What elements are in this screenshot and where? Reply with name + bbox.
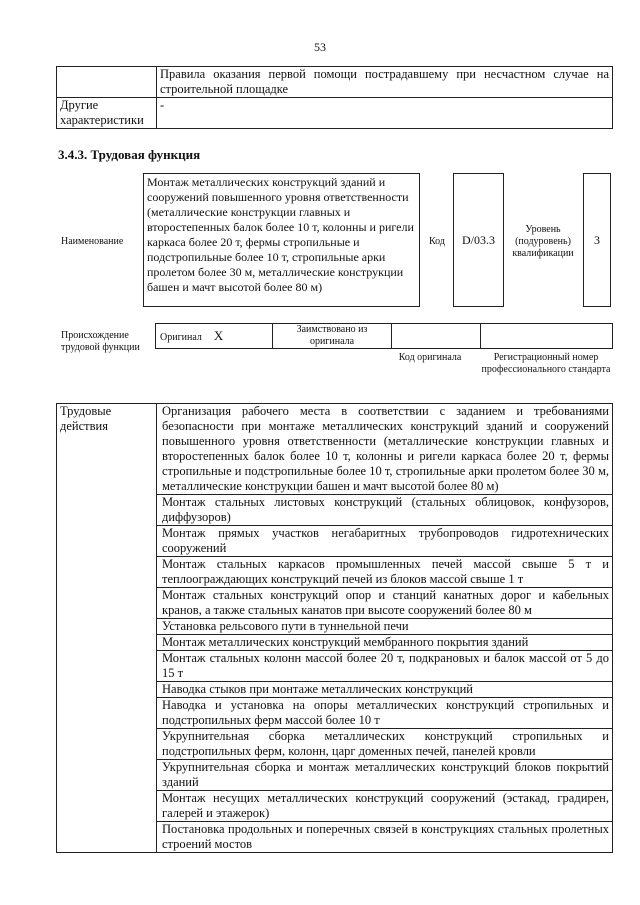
action-item: Монтаж прямых участков негабаритных трубопроводов гидротехнических сооружений [157,526,613,557]
top-table [56,66,613,129]
name-label: Наименование [61,236,124,247]
original-mark: X [213,328,224,343]
action-item: Монтаж стальных колонн массой более 20 т, подкрановых и балок массой от 5 до 15 т [157,651,613,682]
function-name: Монтаж металлических конструкций зданий и сооружений повышенного уровня ответственности (металлические конструкции главных и второстепенных балок более 10 т, колонны и ригели каркаса более 20 т, фермы стропильные и подстропильные более 10 т, стропильные арки пролетом более 30 м, металлические конструкции башен и мачт высотой более 80 м) [143,173,420,307]
page-number: 53 [314,40,326,54]
action-item: Укрупнительная сборка металлических конструкций стропильных и подстропильных ферм, колонн, царг доменных печей, панелей кровли [157,729,613,760]
actions-label: Трудовые действия [57,404,157,853]
action-item: Монтаж стальных листовых конструкций (стальных облицовок, конфузоров, диффузоров) [157,495,613,526]
code-value: D/03.3 [453,173,504,307]
table-row [57,67,613,98]
table-row [57,404,613,495]
row-value: - [157,98,613,129]
action-item: Установка рельсового пути в туннельной печи [157,619,613,635]
code-original-cell [392,324,481,349]
row-label [57,67,157,98]
action-item: Укрупнительная сборка и монтаж металлических конструкций блоков покрытий зданий [157,760,613,791]
action-item: Наводка стыков при монтаже металлических конструкций [157,682,613,698]
action-item: Наводка и установка на опоры металлических конструкций стропильных и подстропильных ферм массой более 10 т [157,698,613,729]
reg-number-cell [481,324,613,349]
row-value: Правила оказания первой помощи пострадавшему при несчастном случае на строительной площадке [157,67,613,98]
level-label: Уровень (подуровень) квалификации [512,224,574,259]
code-label: Код [429,236,445,247]
table-row [156,324,613,349]
row-label: Другие характеристики [57,98,157,129]
action-item: Монтаж стальных конструкций опор и станций канатных дорог и кабельных кранов, а также стальных канатов при высоте сооружений более 80 м [157,588,613,619]
action-item: Монтаж стальных каркасов промышленных печей массой свыше 5 т и теплоограждающих конструкций печей из блоков массой свыше 1 т [157,557,613,588]
level-value: 3 [583,173,611,307]
table-row [57,98,613,129]
code-original-caption: Код оригинала [398,352,462,363]
borrowed-label: Заимствовано из оригинала [273,324,392,349]
reg-number-caption: Регистрационный номер профессионального стандарта [481,352,611,375]
origin-table [155,323,613,349]
section-title: 3.4.3. Трудовая функция [58,147,201,162]
actions-table [56,403,613,853]
action-item: Организация рабочего места в соответствии с заданием и требованиями безопасности при монтаже металлических конструкций зданий и сооружений повышенного уровня ответственности (металлические конструкции главных и второстепенных балок более 10 т, колонны и ригели каркаса более 20 т, фермы стропильные и подстропильные более 10 т, стропильные арки пролетом более 30 м, металлические конструкции башен и мачт высотой более 80 м) [157,404,613,495]
origin-label: Происхождение трудовой функции [61,330,140,353]
original-label: Оригинал [160,332,202,343]
action-item: Монтаж несущих металлических конструкций сооружений (эстакад, градирен, галерей и этажерок) [157,791,613,822]
action-item: Постановка продольных и поперечных связей в конструкциях стальных пролетных строений мостов [157,822,613,853]
action-item: Монтаж металлических конструкций мембранного покрытия зданий [157,635,613,651]
